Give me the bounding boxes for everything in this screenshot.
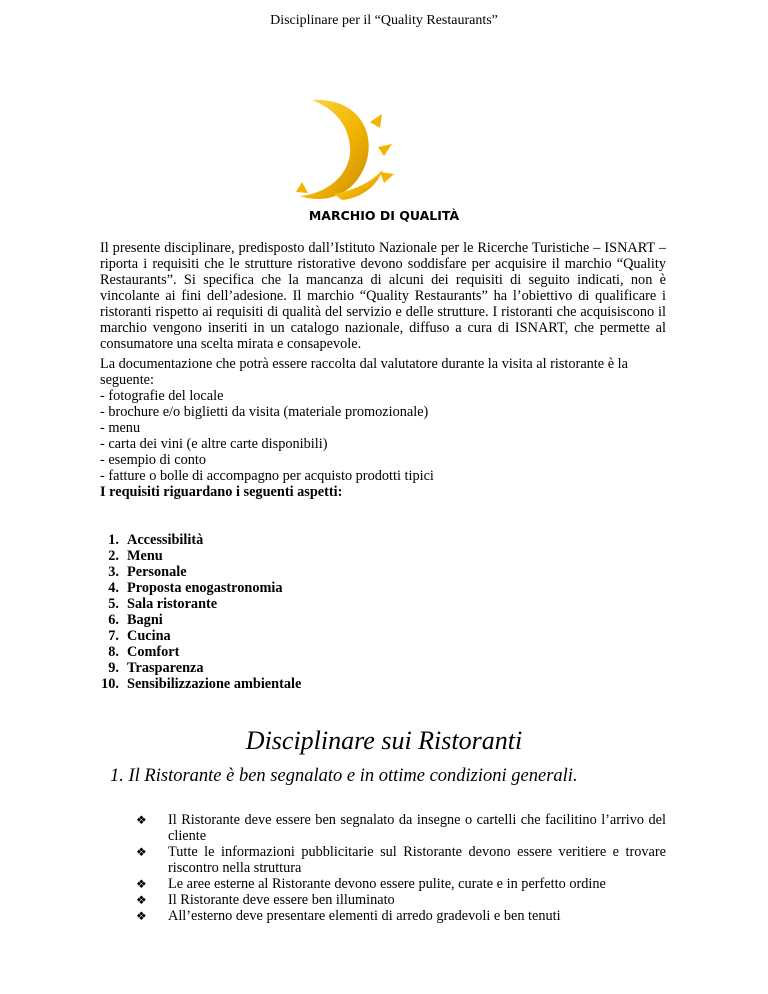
item-number: 2. xyxy=(108,548,119,564)
diamond-bullet-icon: ❖ xyxy=(136,909,147,923)
requirements-heading: I requisiti riguardano i seguenti aspetti: xyxy=(100,484,343,500)
documentation-section xyxy=(100,356,666,484)
ray-2 xyxy=(378,144,392,156)
item-number: 8. xyxy=(108,644,119,660)
list-item xyxy=(100,548,301,564)
item-number: 6. xyxy=(108,612,119,628)
crescent-shape xyxy=(300,100,369,199)
item-number: 4. xyxy=(108,580,119,596)
bullet-text: Il Ristorante deve essere ben illuminato xyxy=(168,892,395,908)
item-number: 9. xyxy=(108,660,119,676)
list-item xyxy=(136,844,666,876)
list-item xyxy=(100,580,301,596)
ray-3 xyxy=(380,172,394,183)
bullet-text: All’esterno deve presentare elementi di arredo gradevoli e ben tenuti xyxy=(168,908,561,924)
item-label: Comfort xyxy=(127,644,180,660)
list-item xyxy=(100,676,301,692)
documentation-intro: La documentazione che potrà essere raccolta dal valutatore durante la visita al ristorante è la seguente: xyxy=(100,356,628,388)
list-item xyxy=(100,532,301,548)
list-item: - brochure e/o biglietti da visita (materiale promozionale) xyxy=(100,404,429,420)
item-label: Bagni xyxy=(127,612,163,628)
item-label: Sensibilizzazione ambientale xyxy=(127,676,302,692)
list-item xyxy=(136,892,666,908)
diamond-bullet-icon: ❖ xyxy=(136,845,147,859)
item-label: Personale xyxy=(127,564,187,580)
diamond-bullet-icon: ❖ xyxy=(136,813,147,827)
item-label: Menu xyxy=(127,548,163,564)
logo-caption: MARCHIO DI QUALITÀ xyxy=(308,208,460,223)
list-item xyxy=(100,644,301,660)
list-item: - carta dei vini (e altre carte disponibili) xyxy=(100,436,328,452)
item-label: Proposta enogastronomia xyxy=(127,580,283,596)
item-number: 7. xyxy=(108,628,119,644)
main-title: Disciplinare sui Ristoranti xyxy=(245,726,523,755)
item-number: 5. xyxy=(108,596,119,612)
section-title: 1. Il Ristorante è ben segnalato e in ottime condizioni generali. xyxy=(110,766,578,786)
list-item xyxy=(100,596,301,612)
list-item: - fatture o bolle di accompagno per acquisto prodotti tipici xyxy=(100,468,434,484)
item-number: 10. xyxy=(101,676,119,692)
item-number: 1. xyxy=(108,532,119,548)
list-item: - menu xyxy=(100,420,141,436)
item-number: 3. xyxy=(108,564,119,580)
requirements-list xyxy=(100,532,301,692)
documentation-list xyxy=(100,388,666,484)
ray-4 xyxy=(296,182,308,193)
list-item xyxy=(100,564,301,580)
page-header: Disciplinare per il “Quality Restaurants” xyxy=(270,13,498,28)
list-item: - fotografie del locale xyxy=(100,388,224,404)
bullet-text: Le aree esterne al Ristorante devono essere pulite, curate e in perfetto ordine xyxy=(168,876,606,892)
intro-paragraph: Il presente disciplinare, predisposto dall’Istituto Nazionale per le Ricerche Turistiche – ISNART – riporta i requisiti che le strutture ristorative devono soddisfare per acquisire il marchio “Quality Restaurants”. Si specifica che la mancanza di alcuni dei requisiti di seguito indicati, non è vincolante ai fini dell’adesione. Il marchio “Quality Restaurants” ha l’obiettivo di qualificare i ristoranti rispetto ai requisiti di qualità del servizio e delle strutture. I ristoranti che acquisiscono il marchio vengono inseriti in un catalogo nazionale, diffuso a cura di ISNART, che permette al consumatore una scelta mirata e consapevole. xyxy=(100,240,666,352)
item-label: Cucina xyxy=(127,628,171,644)
list-item xyxy=(136,908,666,924)
item-label: Trasparenza xyxy=(127,660,204,676)
list-item xyxy=(136,876,666,892)
list-item xyxy=(100,612,301,628)
diamond-bullet-icon: ❖ xyxy=(136,877,147,891)
list-item: - esempio di conto xyxy=(100,452,207,468)
bullet-text: Tutte le informazioni pubblicitarie sul Ristorante devono essere veritiere e trovare riscontro nella struttura xyxy=(168,844,666,876)
ray-1 xyxy=(370,114,382,128)
bullet-text: Il Ristorante deve essere ben segnalato da insegne o cartelli che facilitino l’arrivo del cliente xyxy=(168,812,666,844)
list-item xyxy=(100,628,301,644)
intro-section xyxy=(100,240,666,352)
section-bullets xyxy=(136,812,666,924)
item-label: Accessibilità xyxy=(127,532,204,548)
list-item xyxy=(136,812,666,844)
diamond-bullet-icon: ❖ xyxy=(136,893,147,907)
list-item xyxy=(100,660,301,676)
item-label: Sala ristorante xyxy=(127,596,218,612)
